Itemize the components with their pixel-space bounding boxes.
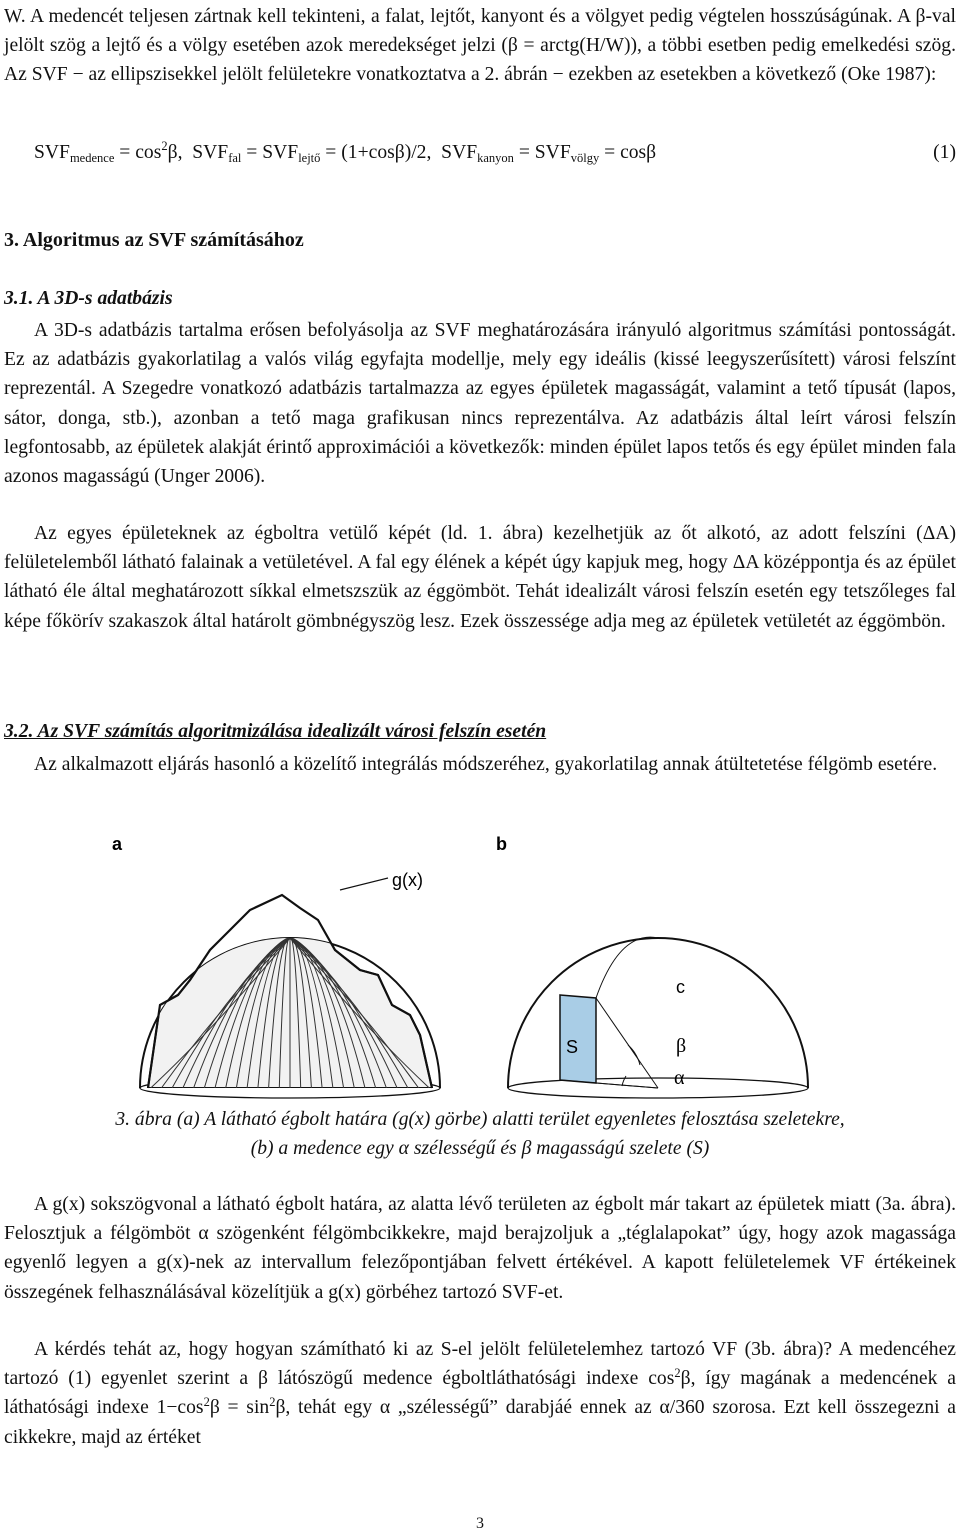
figure-caption: 3. ábra (a) A látható égbolt határa (g(x) görbe) alatti terület egyenletes felosztása szeletekre, (b) a medence egy α szélességű és β magasságú szelete (S) <box>115 1109 845 1159</box>
panel-label-a: a <box>112 834 123 854</box>
page-number: 3 <box>476 1515 484 1532</box>
gx-label: g(x) <box>392 870 423 890</box>
dome-a <box>140 870 440 1098</box>
panel-label-b: b <box>496 834 507 854</box>
label-S: S <box>566 1037 579 1057</box>
label-beta: β <box>676 1035 687 1057</box>
subsection-heading-3-2: 3.2. Az SVF számítás algoritmizálása idealizált városi felszín esetén <box>4 721 547 742</box>
visible-sky-segments <box>148 895 432 1088</box>
paragraph-3-2: Az alkalmazott eljárás hasonló a közelítő integrálás módszeréhez, gyakorlatilag annak átültetetése félgömb esetére. <box>34 754 938 775</box>
equation-body: $SVF_{medence} = \cos^2\beta$, $SVF_{fal} = SVF_{lejtő} = (1+\cos\beta)/2$, $SVF_{kanyon} = SVF_{völgy} = \cos\beta$ <box>34 139 657 165</box>
section-heading-3: 3. Algoritmus az SVF számításához <box>4 229 304 251</box>
paragraph-intro <box>4 2 956 90</box>
figure-3 <box>0 830 960 1100</box>
paragraph-3-1-b: Az egyes épületeknek az égboltra vetülő képét (ld. 1. ábra) kezelhetjük az őt alkotó, az adott felszíni (ΔA) felületelemből látható falainak a vetületével. A fal egy élének a képét úgy kapjuk meg, hogy ΔA középpontja és az épület látható éle által meghatározott síkkal elmetszszük az éggömböt. Tehát idealizált városi felszín esetén egy tetszőleges fal képe főkörív szakaszok által határolt gömbnégyszög lesz. Ezek összessége adja meg az épületek vetületét az éggömbön. <box>4 523 956 632</box>
subsection-heading-3-1: 3.1. A 3D-s adatbázis <box>4 288 173 309</box>
equation-1 <box>34 138 956 168</box>
paragraph-after-fig-1: A g(x) sokszögvonal a látható égbolt határa, az alatta lévő területen az égbolt már takart az épületek miatt (3a. ábra). Felosztjuk a félgömböt α szögenként félgömbcikkekre, majd berajzoljuk a „téglalapokat” úgy, hogy azok magassága egyenlő legyen a g(x)-nek az intervallum felezőpontjában felvett értékével. A kapott felületelemek VF értékeinek összegének felhasználásával közelítjük a g(x) görbéhez tartozó SVF-et. <box>4 1194 956 1303</box>
intro-text: W. A medencét teljesen zártnak kell tekinteni, a falat, lejtőt, kanyont és a völgyet pedig végtelen hosszúságúnak. A β-val jelölt szög a lejtő és a völgy esetében azok meredekséget jelzi (β = arctg(H/W)), a többi esetben pedig emelkedési szög. Az SVF − az ellipszisekkel jelölt felületekre vonatkoztatva a 2. ábrán − ezekben az esetekben a következő (Oke 1987): <box>4 6 956 86</box>
dome-b <box>508 937 808 1098</box>
label-c: c <box>676 977 685 997</box>
paragraph-3-1-a: A 3D-s adatbázis tartalma erősen befolyásolja az SVF meghatározására irányuló algoritmus számítási pontosságát. Ez az adatbázis gyakorlatilag a valós világ egyfajta modellje, mely egy ideális (kissé leegyszerűsített) városi felszínt reprezentál. A Szegedre vonatkozó adatbázis tartalmazza az egyes épületek magasságát, valamint a tető típusát (lapos, sátor, donga, stb.), azonban a tető maga grafikusan nincs reprezentálva. Az adatbázis által leírt városi felszín legfontosabb, az épületek alakját érintő approximációi a következők: minden épület lapos tetős és egy épület minden fala azonos magasságú (Unger 2006). <box>4 320 956 488</box>
paragraph-after-fig-2: A kérdés tehát az, hogy hogyan számítható ki az S-el jelölt felületelemhez tartozó VF (3b. ábra)? A medencéhez tartozó (1) egyenlet szerint a β látószögű medence égboltláthatósági indexe $\cos^2\beta$, így magának a medencének a láthatósági indexe $1-\cos^2\beta = \sin^2\beta$, tehát egy α „szélességű” darabjáé ennek az α/360 szorosa. Ezt kell összegezni a cikkekre, majd az értéket <box>4 1339 957 1448</box>
label-alpha: α <box>674 1067 685 1089</box>
equation-number: (1) <box>933 142 956 163</box>
figure-3-svg <box>0 830 960 1100</box>
